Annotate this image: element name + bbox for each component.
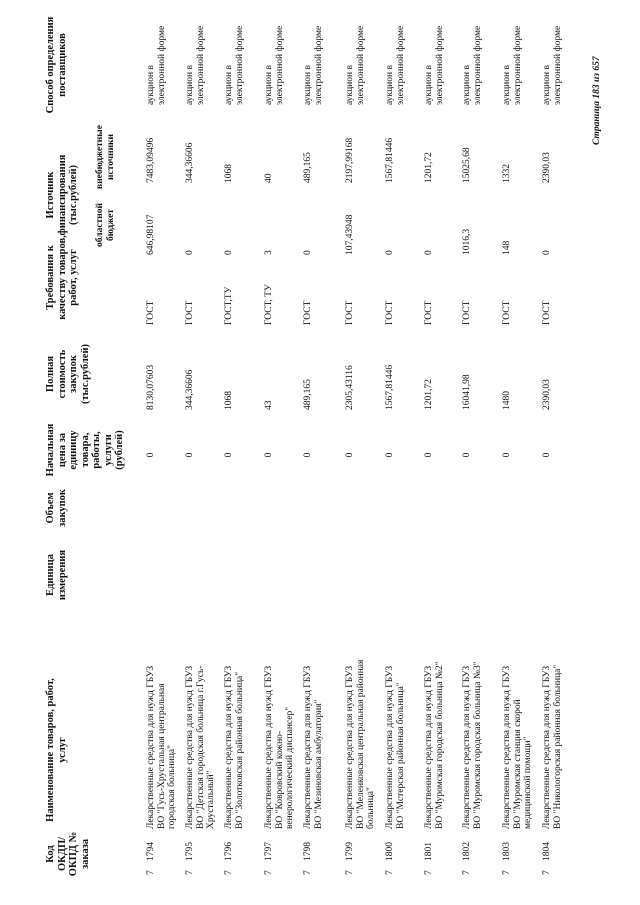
header-unit: Единица измерения xyxy=(45,549,68,601)
row-number: 1801 xyxy=(424,842,434,861)
row-number: 1799 xyxy=(345,842,355,861)
row-total: 1480 xyxy=(502,391,512,410)
row-extrabudget: 1201,72 xyxy=(424,152,434,183)
row-code: 7 xyxy=(502,870,512,875)
row-regional: 148 xyxy=(502,240,512,255)
row-requirements: ГОСТ xyxy=(146,300,156,325)
row-price: 0 xyxy=(462,452,472,458)
table-row xyxy=(224,0,264,905)
row-code: 7 xyxy=(424,870,434,875)
row-extrabudget: 344,36606 xyxy=(185,142,195,183)
row-total: 344,36606 xyxy=(185,369,195,410)
row-code: 7 xyxy=(385,870,395,875)
row-extrabudget: 1332 xyxy=(502,164,512,183)
row-number: 1803 xyxy=(502,842,512,861)
header-price: Начальная цена за единицу товара, работы, услуги (рублей) xyxy=(45,423,125,477)
row-extrabudget: 1567,81446 xyxy=(385,137,395,183)
table-row xyxy=(303,0,343,905)
table-row xyxy=(185,0,225,905)
row-method: аукцион в электронной форме xyxy=(502,25,523,105)
row-regional: 0 xyxy=(424,250,434,255)
row-name: Лекарственные средства для нужд ГБУЗ ВО "Муромская городская больница №3" xyxy=(462,661,483,829)
row-code: 7 xyxy=(264,870,274,875)
row-regional: 3 xyxy=(264,250,274,255)
row-method: аукцион в электронной форме xyxy=(224,25,245,105)
header-method: Способ определения поставщиков xyxy=(45,16,68,114)
row-name: Лекарственные средства для нужд ГБУЗ ВО "Никологорская районная больница" xyxy=(542,664,563,829)
row-code: 7 xyxy=(146,870,156,875)
row-code: 7 xyxy=(462,870,472,875)
row-name: Лекарственные средства для нужд ГБУЗ ВО "Ковровский кожно-венерологический диспансер" xyxy=(264,665,296,829)
table-row xyxy=(542,0,582,905)
row-method: аукцион в электронной форме xyxy=(542,25,563,105)
row-total: 1201,72 xyxy=(424,379,434,410)
row-requirements: ГОСТ, ТУ xyxy=(264,284,274,325)
row-regional: 0 xyxy=(385,250,395,255)
row-extrabudget: 2197,99168 xyxy=(345,137,355,183)
row-method: аукцион в электронной форме xyxy=(424,25,445,105)
table-row xyxy=(345,0,385,905)
row-method: аукцион в электронной форме xyxy=(264,25,285,105)
row-method: аукцион в электронной форме xyxy=(385,25,406,105)
page-footer: Страница 183 из 657 xyxy=(592,56,602,145)
row-name: Лекарственные средства для нужд ГБУЗ ВО "Детская городская больница г.Гусь-Хрустальный" xyxy=(185,665,217,829)
row-method: аукцион в электронной форме xyxy=(303,25,324,105)
row-extrabudget: 1068 xyxy=(224,164,234,183)
row-price: 0 xyxy=(385,452,395,458)
row-price: 0 xyxy=(185,452,195,458)
row-number: 1802 xyxy=(462,842,472,861)
row-requirements: ГОСТ xyxy=(303,300,313,325)
row-name: Лекарственные средства для нужд ГБУЗ ВО "Муромская городская больница №2" xyxy=(424,661,445,829)
row-number: 1800 xyxy=(385,842,395,861)
row-price: 0 xyxy=(224,452,234,458)
row-total: 1068 xyxy=(224,391,234,410)
row-regional: 0 xyxy=(303,250,313,255)
row-name: Лекарственные средства для нужд ГБУЗ ВО "Меленковская центральная районная больница" xyxy=(345,659,377,829)
row-extrabudget: 7483,09496 xyxy=(146,137,156,183)
header-extrabudget: внебюджетные источники xyxy=(95,125,116,189)
row-regional: 646,98107 xyxy=(146,214,156,255)
row-total: 16041,98 xyxy=(462,374,472,410)
table-row xyxy=(385,0,425,905)
row-requirements: ГОСТ xyxy=(542,300,552,325)
row-method: аукцион в электронной форме xyxy=(345,25,366,105)
row-total: 2305,43116 xyxy=(345,365,355,410)
table-row xyxy=(502,0,542,905)
header-total: Полная стоимость закупок (тыс.рублей) xyxy=(45,343,91,405)
row-name: Лекарственные средства для нужд ГБУЗ ВО "Мезиновская амбулатория" xyxy=(303,665,324,829)
row-extrabudget: 489,165 xyxy=(303,152,313,183)
row-price: 0 xyxy=(502,452,512,458)
row-number: 1796 xyxy=(224,842,234,861)
row-regional: 0 xyxy=(542,250,552,255)
row-code: 7 xyxy=(345,870,355,875)
row-total: 43 xyxy=(264,400,274,410)
row-total: 8130,07603 xyxy=(146,364,156,410)
row-price: 0 xyxy=(146,452,156,458)
header-code: Код ОКДП/ ОКПД № заказа xyxy=(45,831,91,877)
row-method: аукцион в электронной форме xyxy=(185,25,206,105)
row-number: 1794 xyxy=(146,842,156,861)
row-extrabudget: 15025,68 xyxy=(462,147,472,183)
header-volume: Объем закупок xyxy=(45,489,68,527)
row-number: 1797 xyxy=(264,842,274,861)
row-requirements: ГОСТ,ТУ xyxy=(224,286,234,325)
row-number: 1798 xyxy=(303,842,313,861)
row-total: 2390,03 xyxy=(542,379,552,410)
header-requirements: Требования к качеству товаров, работ, услуг xyxy=(45,235,79,320)
row-name: Лекарственные средства для нужд ГБУЗ ВО "Гусь-Хрустальная центральная городская больница" xyxy=(146,665,178,829)
row-regional: 0 xyxy=(224,250,234,255)
row-name: Лекарственные средства для нужд ГБУЗ ВО "Муромская станция скорой медицинской помощи" xyxy=(502,665,534,829)
row-method: аукцион в электронной форме xyxy=(146,25,167,105)
row-code: 7 xyxy=(224,870,234,875)
table-row xyxy=(424,0,464,905)
row-number: 1804 xyxy=(542,842,552,861)
row-requirements: ГОСТ xyxy=(185,300,195,325)
row-method: аукцион в электронной форме xyxy=(462,25,483,105)
row-requirements: ГОСТ xyxy=(502,300,512,325)
row-number: 1795 xyxy=(185,842,195,861)
row-total: 489,165 xyxy=(303,379,313,410)
row-regional: 0 xyxy=(185,250,195,255)
row-requirements: ГОСТ xyxy=(462,300,472,325)
row-price: 0 xyxy=(542,452,552,458)
row-price: 0 xyxy=(345,452,355,458)
table-row xyxy=(462,0,502,905)
row-extrabudget: 40 xyxy=(264,173,274,183)
row-price: 0 xyxy=(303,452,313,458)
table-row xyxy=(264,0,304,905)
row-name: Лекарственные средства для нужд ГБУЗ ВО "Золотковская районная больница" xyxy=(224,665,245,829)
row-price: 0 xyxy=(264,452,274,458)
row-requirements: ГОСТ xyxy=(385,300,395,325)
row-extrabudget: 2390,03 xyxy=(542,152,552,183)
row-total: 1567,81446 xyxy=(385,364,395,410)
row-name: Лекарственные средства для нужд ГБУЗ ВО "Мстерская районная больница" xyxy=(385,665,406,829)
header-financing: Источник финансирования (тыс.рублей) xyxy=(45,154,79,236)
header-name: Наименование товаров, работ, услуг xyxy=(45,678,68,822)
row-code: 7 xyxy=(542,870,552,875)
table-row xyxy=(146,0,186,905)
row-requirements: ГОСТ xyxy=(345,300,355,325)
row-code: 7 xyxy=(185,870,195,875)
row-regional: 107,43948 xyxy=(345,214,355,255)
row-code: 7 xyxy=(303,870,313,875)
row-regional: 1016,3 xyxy=(462,228,472,255)
row-requirements: ГОСТ xyxy=(424,300,434,325)
header-regional: областной бюджет xyxy=(95,203,116,247)
row-price: 0 xyxy=(424,452,434,458)
